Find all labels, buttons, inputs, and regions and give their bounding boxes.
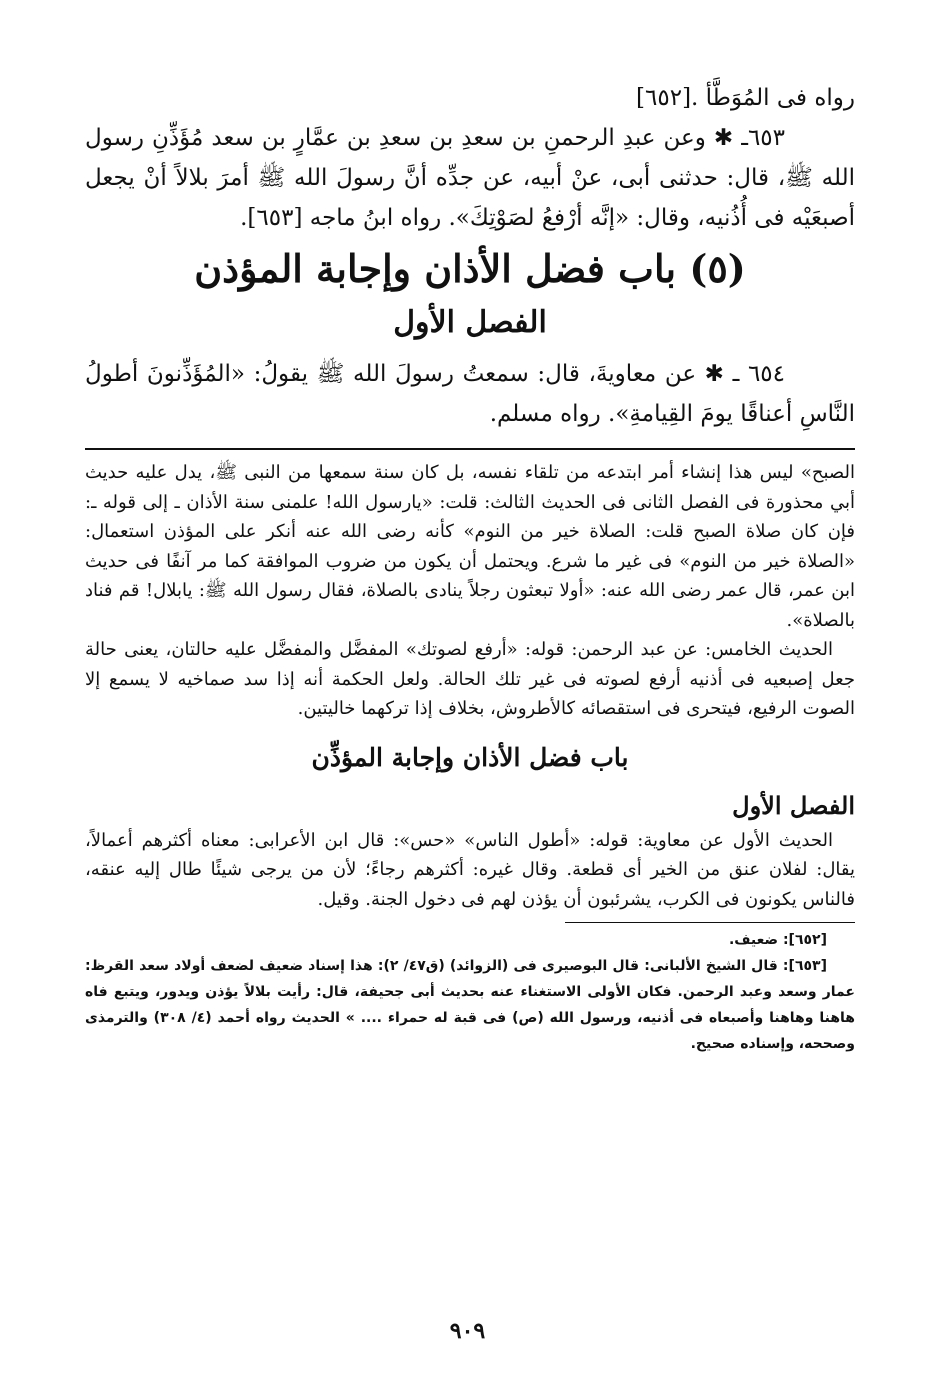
commentary-paragraph: الصبح» ليس هذا إنشاء أمر ابتدعه من تلقاء نفسه، بل كان سنة سمعها من النبى ﷺ، يدل عليه حديث أبي محذورة فى الفصل الثانى فى الحديث الثالث: قلت: «يارسول الله! علمنى سنة الأذان ـ إلى قوله ـ: فإن كان صلاة الصبح قلت: الصلاة خير من النوم» كأنه رضى الله عنه أنكر على المؤذن استعمال: «الصلاة خير من النوم» فى غير ما شرع. ويحتمل أن يكون من ضروب الموافقة كما مر آنفًا فى حديث ابن عمر، قال عمر رضى الله عنه: «أولا تبعثون رجلاً ينادى بالصلاة، فقال رسول الله ﷺ: يابلال! قم فناد بالصلاة». (85, 462, 855, 631)
commentary-chapter-title: باب فضل الأذان وإجابة المؤذِّن (311, 742, 629, 772)
footnote-divider (565, 922, 855, 923)
main-text (85, 78, 855, 434)
book-page (85, 78, 855, 1057)
commentary-paragraph: الحديث الأول عن معاوية: قوله: «أطول الناس» «حس»: قال ابن الأعرابى: معناه أكثرهم أعمالاً، يقال: لفلان عنق من الخير أى قطعة. وقال غيره: أكثرهم رجاءً؛ لأن من يرجى شيئًا طال إليه عنقه، فالناس يكونون فى الكرب، يشرئبون أن يؤذن لهم فى دخول الجنة. وقيل. (85, 829, 855, 910)
hadith-652-ending: رواه فى المُوَطَّأ .[٦٥٢] (636, 85, 855, 111)
hadith-653: ٦٥٣ـ ✱ وعن عبدِ الرحمنِ بن سعدِ بن سعدِ بن عمَّارٍ بن سعد مُؤَذِّنِ رسول الله ﷺ، قال: حدثنى أبى، عنْ أبيه، عن جدِّه أنَّ رسولَ الله ﷺ أمرَ بلالاً أنْ يجعل أصبعَيْه فى أُذُنيه، وقال: «إنَّه أرْفعُ لصَوْتِكَ». رواه ابنُ ماجه [٦٥٣]. (85, 125, 855, 231)
page-number: ٩٠٩ (449, 1318, 486, 1344)
hadith-654: ٦٥٤ ـ ✱ عن معاويةَ، قال: سمعتُ رسولَ الله ﷺ يقولُ: «المُؤَذِّنونَ أطولُ النَّاسِ أعناقًا يومَ القِيامةِ». رواه مسلم. (85, 361, 855, 427)
section-title: الفصل الأول (393, 305, 547, 340)
footnote-653: [٦٥٣]: قال الشيخ الألبانى: قال البوصيرى فى (الزوائد) (ق٤٧/ ٢): هذا إسناد ضعيف لضعف أولاد سعد القرظ: عمار وسعد وعبد الرحمن. فكان الأولى الاستغناء عنه بحديث أبى جحيفة، قال: رأيت بلالاً يؤذن ويدور، ويتبع فاه هاهنا وهاهنا وأصبعاه فى أذنيه، ورسول الله (ص) فى قبة له حمراء .... » الحديث رواه أحمد (٤/ ٣٠٨) والترمذى وصححه، وإسناده صحيح. (85, 958, 855, 1052)
commentary (85, 458, 855, 914)
commentary-section-title: الفصل الأول (732, 790, 855, 820)
commentary-paragraph: الحديث الخامس: عن عبد الرحمن: قوله: «أرفع لصوتك» المفضَّل والمفضَّل عليه حالتان، يعنى حالة جعل إصبعيه فى أذنيه أرفع لصوته فى غير تلك الحالة. ولعل الحكمة أنه إذا سد صماخيه لا يسمع إلا الصوت الرفيع، فيتحرى فى استقصائه كالأطروش، بخلاف إذا تركهما خاليتين. (85, 639, 855, 719)
commentary-divider (85, 448, 855, 450)
chapter-title: (٥) باب فضل الأذان وإجابة المؤذن (194, 246, 746, 291)
footnote-652: [٦٥٢]: ضعيف. (728, 932, 827, 948)
footnotes (85, 927, 855, 1057)
